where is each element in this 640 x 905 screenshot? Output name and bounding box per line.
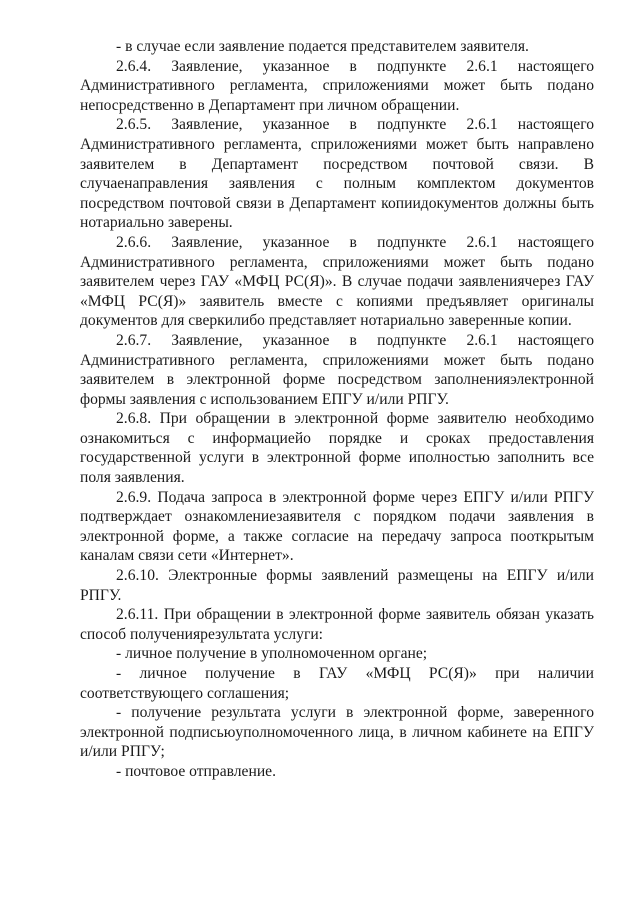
paragraph-2-6-6: 2.6.6. Заявление, указанное в подпункте 2.6.1 настоящего Административного регламента, сприложениями может быть подано заявителем через ГАУ «МФЦ РС(Я)». В случае подачи заявлениячерез ГАУ «МФЦ РС(Я)» заявитель вместе с копиями предъявляет оригиналы документов для сверкилибо представляет нотариально заверенные копии. bbox=[80, 233, 594, 330]
paragraph-representative-case: - в случае если заявление подается представителем заявителя. bbox=[116, 38, 529, 55]
paragraph-2-6-4: 2.6.4. Заявление, указанное в подпункте 2.6.1 настоящего Административного регламента, сприложениями может быть подано непосредственно в Департамент при личном обращении. bbox=[80, 57, 594, 114]
list-item-electronic: - получение результата услуги в электронной форме, заверенного электронной подписьюуполномоченного лица, в личном кабинете на ЕПГУ и/или РПГУ; bbox=[80, 704, 594, 761]
paragraph-2-6-8: 2.6.8. При обращении в электронной форме заявителю необходимо ознакомиться с информациейо порядке и сроках предоставления государственной услуги в электронной форме иполностью заполнить все поля заявления. bbox=[80, 410, 594, 487]
paragraph-2-6-5: 2.6.5. Заявление, указанное в подпункте 2.6.1 настоящего Административного регламента, сприложениями может быть направлено заявителем в Департамент посредством почтовой связи. В случаенаправления заявления с полным комплектом документов посредством почтовой связи в Департамент копиидокументов должны быть нотариально заверены. bbox=[80, 116, 594, 232]
list-item-authorized-body: - личное получение в уполномоченном органе; bbox=[116, 645, 428, 663]
paragraph-2-6-10: 2.6.10. Электронные формы заявлений размещены на ЕПГУ и/или РПГУ. bbox=[80, 567, 594, 604]
paragraph-2-6-11: 2.6.11. При обращении в электронной форме заявитель обязан указать способ полученияpезультата услуги: bbox=[80, 606, 594, 643]
paragraph-2-6-7: 2.6.7. Заявление, указанное в подпункте 2.6.1 настоящего Административного регламента, сприложениями может быть подано заявителем в электронной форме посредством заполненияэлектронной формы заявления с использованием ЕПГУ и/или РПГУ. bbox=[80, 331, 594, 408]
list-item-mfc: - личное получение в ГАУ «МФЦ РС(Я)» при наличии соответствующего соглашения; bbox=[80, 665, 594, 702]
paragraph-2-6-9: 2.6.9. Подача запроса в электронной форме через ЕПГУ и/или РПГУ подтверждает ознакомлениезаявителя с порядком подачи заявления в электронной форме, а также согласие на передачу запроса пооткрытым каналам связи сети «Интернет». bbox=[80, 488, 594, 565]
document-body bbox=[80, 37, 594, 782]
list-item-postal: - почтовое отправление. bbox=[116, 762, 276, 780]
